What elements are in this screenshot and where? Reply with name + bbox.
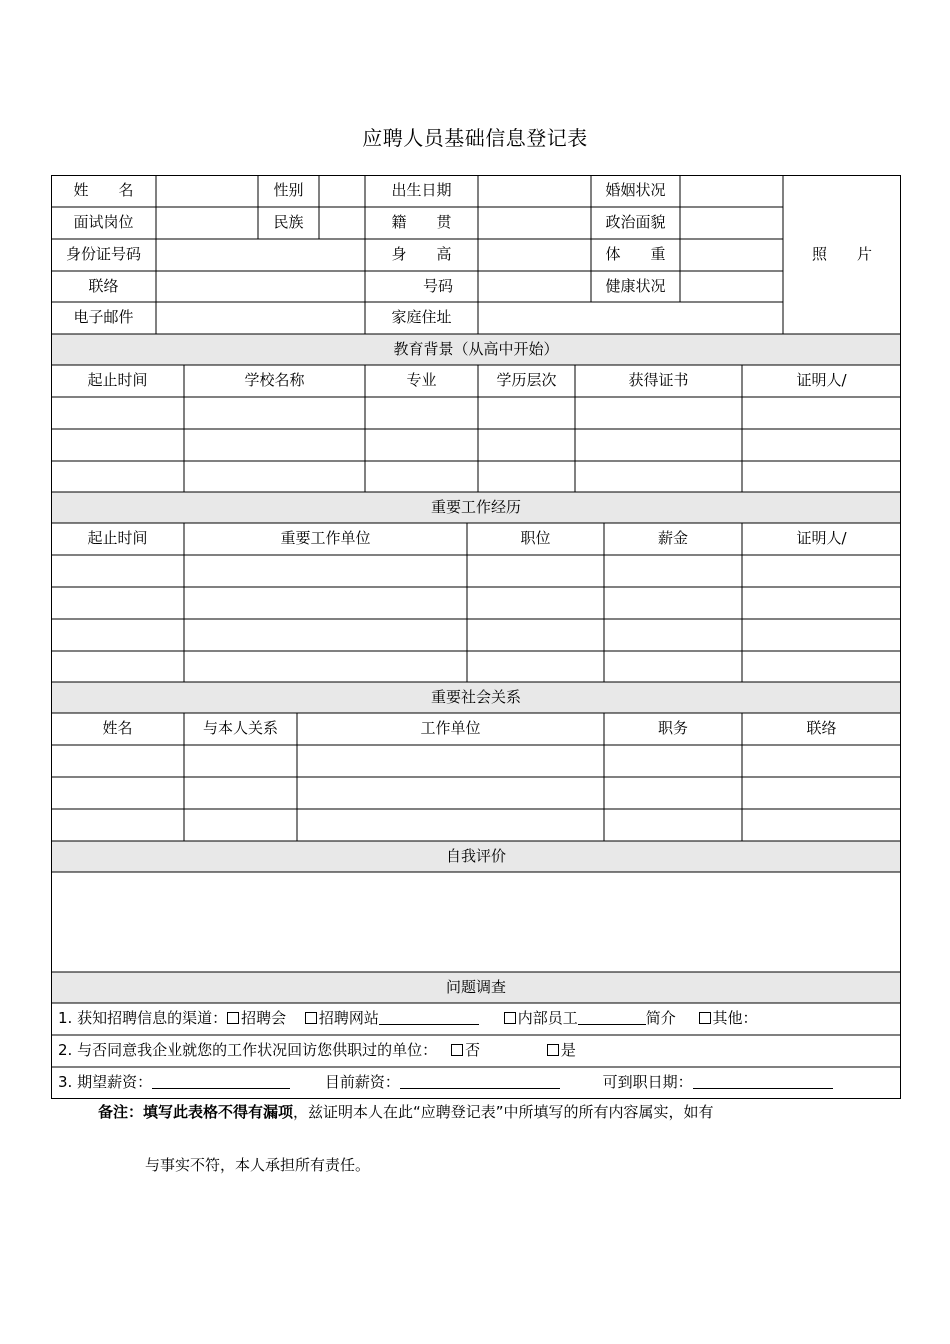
q1-opt-job-fair: 招聘会 bbox=[241, 1009, 287, 1027]
label-address: 家庭住址 bbox=[391, 308, 452, 326]
note-line-2: 与事实不符，本人承担所有责任。 bbox=[145, 1156, 371, 1174]
label-birth: 出生日期 bbox=[391, 181, 452, 199]
current-salary-blank[interactable] bbox=[400, 1074, 560, 1089]
work-col-title: 职位 bbox=[520, 529, 551, 547]
q1-opt-internal-staff: 内部员工 bbox=[517, 1009, 578, 1027]
checkbox-job-fair[interactable] bbox=[227, 1012, 239, 1024]
q1-staff-blank[interactable] bbox=[578, 1010, 646, 1025]
edu-col-referee: 证明人/ bbox=[796, 371, 847, 389]
social-col-relation: 与本人关系 bbox=[202, 719, 278, 737]
self-eval-header: 自我评价 bbox=[445, 847, 506, 865]
label-marital: 婚姻状况 bbox=[605, 181, 666, 199]
checkbox-other[interactable] bbox=[699, 1012, 711, 1024]
label-number: 号码 bbox=[423, 277, 454, 295]
q1-opt-job-website: 招聘网站 bbox=[318, 1009, 379, 1027]
expected-salary-blank[interactable] bbox=[152, 1074, 290, 1089]
education-header: 教育背景（从高中开始） bbox=[393, 340, 559, 358]
label-photo: 照 片 bbox=[811, 245, 872, 263]
q1-opt-intro: 简介 bbox=[645, 1009, 676, 1027]
edu-col-period: 起止时间 bbox=[87, 371, 148, 389]
social-col-duty: 职务 bbox=[657, 719, 688, 737]
social-col-contact: 联络 bbox=[806, 719, 837, 737]
social-header: 重要社会关系 bbox=[430, 688, 521, 706]
label-name: 姓 名 bbox=[73, 181, 134, 199]
work-col-period: 起止时间 bbox=[87, 529, 148, 547]
q2-opt-no: 否 bbox=[465, 1041, 481, 1059]
edu-col-degree: 学历层次 bbox=[496, 371, 557, 389]
label-native: 籍 贯 bbox=[391, 213, 452, 231]
q2-opt-yes: 是 bbox=[560, 1041, 576, 1059]
note-rest: ，兹证明本人在此“应聘登记表”中所填写的所有内容属实，如有 bbox=[293, 1103, 714, 1121]
start-date-blank[interactable] bbox=[693, 1074, 833, 1089]
note-line-1 bbox=[98, 1101, 714, 1123]
edu-col-major: 专业 bbox=[406, 371, 437, 389]
form-title: 应聘人员基础信息登记表 bbox=[362, 126, 588, 150]
label-political: 政治面貌 bbox=[605, 213, 666, 231]
label-weight: 体 重 bbox=[605, 245, 666, 263]
note-bold: 备注：填写此表格不得有漏项 bbox=[98, 1103, 294, 1121]
label-contact: 联络 bbox=[88, 277, 119, 295]
edu-col-school: 学校名称 bbox=[244, 371, 305, 389]
survey-q3 bbox=[58, 1067, 833, 1098]
q1-prefix: 1. 获知招聘信息的渠道： bbox=[58, 1009, 228, 1027]
q3-start-label: 可到职日期： bbox=[602, 1073, 693, 1091]
survey-header: 问题调查 bbox=[445, 978, 506, 996]
registration-form bbox=[51, 175, 901, 1099]
label-email: 电子邮件 bbox=[73, 308, 134, 326]
q3-expected-label: 3. 期望薪资： bbox=[58, 1073, 153, 1091]
q1-opt-other: 其他： bbox=[712, 1009, 758, 1027]
label-health: 健康状况 bbox=[605, 277, 666, 295]
work-col-referee: 证明人/ bbox=[796, 529, 847, 547]
label-ethnic: 民族 bbox=[273, 213, 304, 231]
edu-col-certificate: 获得证书 bbox=[628, 371, 689, 389]
label-gender: 性别 bbox=[273, 181, 304, 199]
work-header: 重要工作经历 bbox=[430, 498, 521, 516]
survey-q2 bbox=[58, 1035, 576, 1066]
q1-website-blank[interactable] bbox=[379, 1010, 479, 1025]
social-col-name: 姓名 bbox=[102, 719, 133, 737]
social-col-employer: 工作单位 bbox=[420, 719, 481, 737]
work-col-employer: 重要工作单位 bbox=[280, 529, 371, 547]
label-position: 面试岗位 bbox=[73, 213, 134, 231]
checkbox-job-website[interactable] bbox=[305, 1012, 317, 1024]
q3-current-label: 目前薪资： bbox=[324, 1073, 400, 1091]
q2-prefix: 2. 与否同意我企业就您的工作状况回访您供职过的单位： bbox=[58, 1041, 438, 1059]
checkbox-internal-staff[interactable] bbox=[504, 1012, 516, 1024]
work-col-salary: 薪金 bbox=[657, 529, 688, 547]
label-idno: 身份证号码 bbox=[65, 245, 141, 263]
checkbox-yes[interactable] bbox=[547, 1044, 559, 1056]
survey-q1 bbox=[58, 1003, 758, 1034]
checkbox-no[interactable] bbox=[451, 1044, 463, 1056]
label-height: 身 高 bbox=[391, 245, 452, 263]
